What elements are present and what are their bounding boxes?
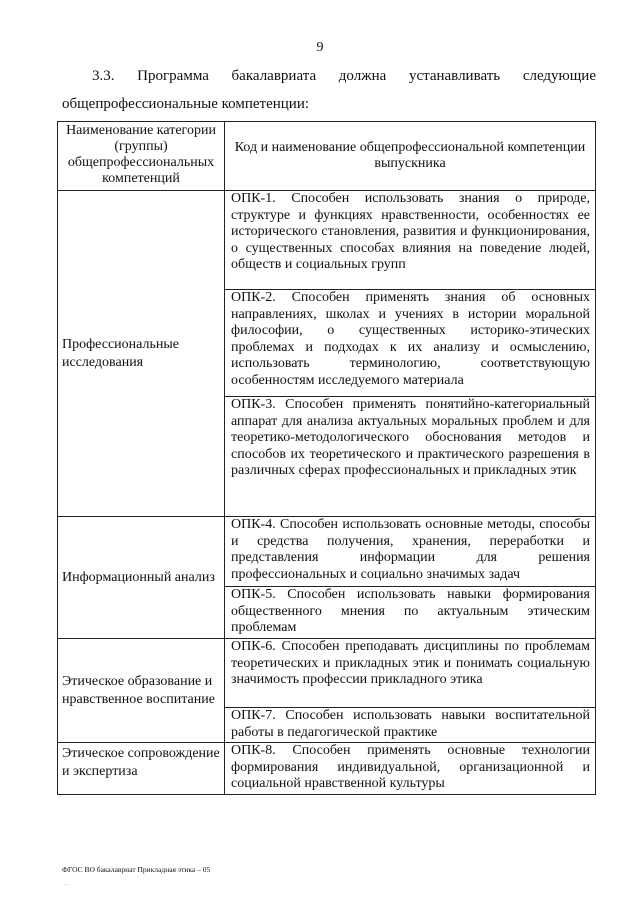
category-cell: Этическое сопровождение и экспертиза bbox=[58, 743, 225, 795]
category-cell: Информационный анализ bbox=[58, 517, 225, 639]
competency-cell: ОПК-6. Способен преподавать дисциплины по проблемам теоретических и прикладных этик и понимать социальную значимость профессии прикладного этика bbox=[225, 639, 596, 708]
table-header-row bbox=[58, 122, 596, 191]
table-row bbox=[58, 639, 596, 708]
category-cell: Этическое образование и нравственное воспитание bbox=[58, 639, 225, 743]
scan-mark: . . bbox=[64, 881, 69, 887]
header-competency: Код и наименование общепрофессиональной компетенции выпускника bbox=[225, 122, 596, 191]
intro-line-2: общепрофессиональные компетенции: bbox=[62, 96, 310, 112]
competency-cell: ОПК-2. Способен применять знания об основных направлениях, школах и учениях в истории моральной философии, о существенных историко-этических проблемах и подходах к их анализу и осмыслению, использовать терминологию, соответствующую особенностям исследуемого материала bbox=[225, 290, 596, 397]
table-row bbox=[58, 743, 596, 795]
category-cell: Профессиональные исследования bbox=[58, 191, 225, 517]
competency-cell: ОПК-7. Способен использовать навыки воспитательной работы в педагогической практике bbox=[225, 708, 596, 743]
page-number: 9 bbox=[316, 40, 324, 55]
competency-cell: ОПК-8. Способен применять основные технологии формирования индивидуальной, организационной и социальной нравственной культуры bbox=[225, 743, 596, 795]
intro-line-1: 3.3. Программа бакалавриата должна устанавливать следующие bbox=[92, 68, 596, 84]
table-row bbox=[58, 191, 596, 290]
competency-cell: ОПК-1. Способен использовать знания о природе, структуре и функциях нравственности, особенностях ее исторического становления, развития и функционирования, о существенных способах влияния на поведение людей, обществ и социальных групп bbox=[225, 191, 596, 290]
table-row bbox=[58, 517, 596, 587]
document-footer: ФГОС ВО бакалавриат Прикладная этика – 05 bbox=[62, 865, 211, 874]
competencies-table bbox=[57, 121, 596, 795]
competency-cell: ОПК-3. Способен применять понятийно-категориальный аппарат для анализа актуальных моральных проблем и для теоретико-методологического обоснования методов и способов их теоретического и практического разрешения в различных сферах профессиональных и прикладных этик bbox=[225, 397, 596, 517]
header-category: Наименование категории (группы) общепрофессиональных компетенций bbox=[58, 122, 225, 191]
competency-cell: ОПК-4. Способен использовать основные методы, способы и средства получения, хранения, переработки и представления информации для решения профессиональных и социально значимых задач bbox=[225, 517, 596, 587]
competency-cell: ОПК-5. Способен использовать навыки формирования общественного мнения по актуальным этическим проблемам bbox=[225, 587, 596, 639]
